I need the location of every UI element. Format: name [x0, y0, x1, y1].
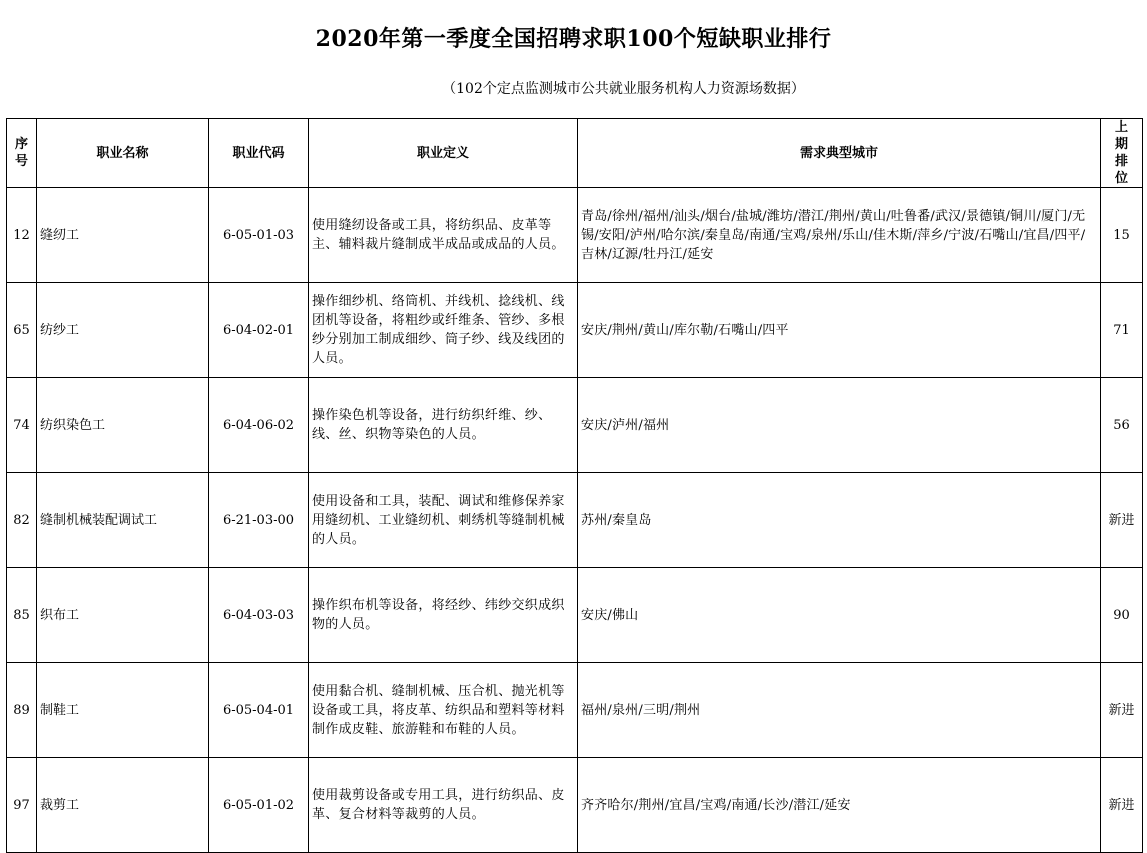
- row-definition: 使用黏合机、缝制机械、压合机、抛光机等设备或工具，将皮革、纺织品和塑料等材料制作成皮鞋、旅游鞋和布鞋的人员。: [309, 663, 578, 758]
- row-name: 制鞋工: [37, 663, 209, 758]
- row-prev-rank: 90: [1101, 568, 1143, 663]
- row-cities: 青岛/徐州/福州/汕头/烟台/盐城/潍坊/潜江/荆州/黄山/吐鲁番/武汉/景德镇/铜川/厦门/无锡/安阳/泸州/哈尔滨/秦皇岛/南通/宝鸡/泉州/乐山/佳木斯/萍乡/宁波/石嘴山/宜昌/四平/吉林/辽源/牡丹江/延安: [578, 188, 1101, 283]
- occupation-table: [6, 118, 1143, 853]
- table-row: [7, 188, 1143, 283]
- row-seq: 82: [7, 473, 37, 568]
- row-definition: 使用缝纫设备或工具，将纺织品、皮革等主、辅料裁片缝制成半成品或成品的人员。: [309, 188, 578, 283]
- row-name: 纺织染色工: [37, 378, 209, 473]
- row-seq: 85: [7, 568, 37, 663]
- row-prev-rank: 新进: [1101, 758, 1143, 853]
- row-prev-rank: 56: [1101, 378, 1143, 473]
- row-prev-rank: 71: [1101, 283, 1143, 378]
- row-definition: 操作细纱机、络筒机、并线机、捻线机、线团机等设备，将粗纱或纤维条、管纱、多根纱分别加工制成细纱、筒子纱、线及线团的人员。: [309, 283, 578, 378]
- header-name: 职业名称: [37, 119, 209, 188]
- row-prev-rank: 新进: [1101, 473, 1143, 568]
- header-code: 职业代码: [209, 119, 309, 188]
- header-seq: 序号: [7, 119, 37, 188]
- row-prev-rank: 15: [1101, 188, 1143, 283]
- row-cities: 苏州/秦皇岛: [578, 473, 1101, 568]
- row-code: 6-21-03-00: [209, 473, 309, 568]
- row-code: 6-04-03-03: [209, 568, 309, 663]
- row-name: 纺纱工: [37, 283, 209, 378]
- row-cities: 安庆/荆州/黄山/库尔勒/石嘴山/四平: [578, 283, 1101, 378]
- header-definition: 职业定义: [309, 119, 578, 188]
- row-cities: 齐齐哈尔/荆州/宜昌/宝鸡/南通/长沙/潜江/延安: [578, 758, 1101, 853]
- row-name: 缝纫工: [37, 188, 209, 283]
- table-row: [7, 473, 1143, 568]
- header-cities: 需求典型城市: [578, 119, 1101, 188]
- row-cities: 安庆/佛山: [578, 568, 1101, 663]
- table-row: [7, 663, 1143, 758]
- row-seq: 97: [7, 758, 37, 853]
- table-row: [7, 378, 1143, 473]
- row-definition: 使用设备和工具，装配、调试和维修保养家用缝纫机、工业缝纫机、刺绣机等缝制机械的人员。: [309, 473, 578, 568]
- row-definition: 使用裁剪设备或专用工具，进行纺织品、皮革、复合材料等裁剪的人员。: [309, 758, 578, 853]
- row-prev-rank: 新进: [1101, 663, 1143, 758]
- table-row: [7, 283, 1143, 378]
- row-code: 6-05-01-03: [209, 188, 309, 283]
- row-cities: 福州/泉州/三明/荆州: [578, 663, 1101, 758]
- table-row: [7, 568, 1143, 663]
- row-definition: 操作染色机等设备，进行纺织纤维、纱、线、丝、织物等染色的人员。: [309, 378, 578, 473]
- page-subtitle: （102个定点监测城市公共就业服务机构人力资源场数据）: [442, 81, 805, 97]
- row-code: 6-04-06-02: [209, 378, 309, 473]
- row-seq: 12: [7, 188, 37, 283]
- row-code: 6-05-01-02: [209, 758, 309, 853]
- table-header-row: [7, 119, 1143, 188]
- row-name: 裁剪工: [37, 758, 209, 853]
- row-name: 织布工: [37, 568, 209, 663]
- row-cities: 安庆/泸州/福州: [578, 378, 1101, 473]
- row-seq: 65: [7, 283, 37, 378]
- page-title: 2020年第一季度全国招聘求职100个短缺职业排行: [315, 26, 832, 52]
- row-seq: 74: [7, 378, 37, 473]
- header-prev-rank: 上期排位: [1101, 119, 1143, 188]
- row-code: 6-04-02-01: [209, 283, 309, 378]
- table-row: [7, 758, 1143, 853]
- row-seq: 89: [7, 663, 37, 758]
- row-code: 6-05-04-01: [209, 663, 309, 758]
- row-name: 缝制机械装配调试工: [37, 473, 209, 568]
- row-definition: 操作织布机等设备，将经纱、纬纱交织成织物的人员。: [309, 568, 578, 663]
